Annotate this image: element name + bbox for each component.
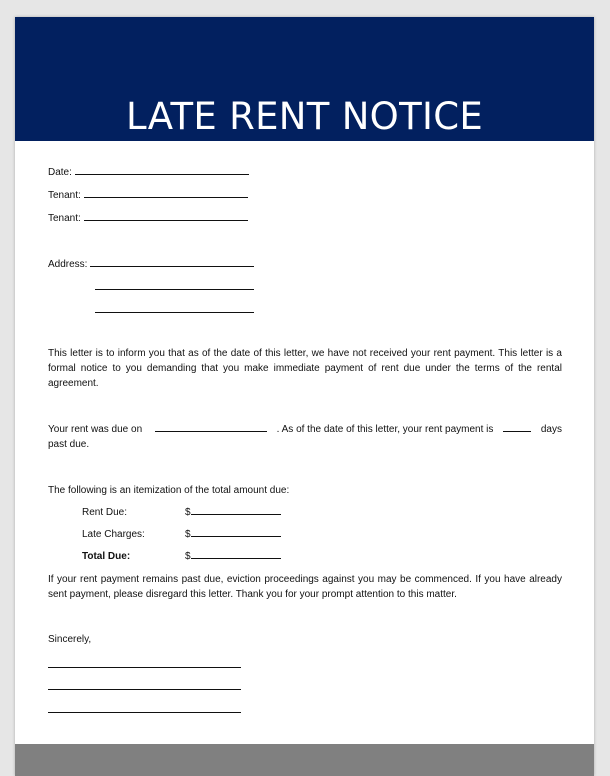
address-blank-2[interactable] <box>95 289 254 290</box>
tenant-field-2 <box>48 211 248 226</box>
date-label: Date: <box>48 167 72 178</box>
salutation: Sincerely, <box>48 634 92 645</box>
document-title: LATE RENT NOTICE <box>125 95 484 138</box>
date-blank[interactable] <box>75 165 249 175</box>
due-middle: . As of the date of this letter, your rent payment is <box>276 424 494 435</box>
address-blank-3[interactable] <box>95 312 254 313</box>
currency-symbol: $ <box>185 529 191 540</box>
date-field <box>48 165 249 180</box>
due-suffix: days <box>540 424 562 435</box>
itemization-intro: The following is an itemization of the total amount due: <box>48 485 290 496</box>
total-due-blank[interactable] <box>191 549 281 559</box>
late-charges-amount <box>185 527 281 542</box>
due-prefix: Your rent was due on <box>48 424 143 435</box>
address-field <box>48 257 254 272</box>
due-date-blank[interactable] <box>155 422 267 432</box>
tenant-blank-2[interactable] <box>84 211 248 221</box>
currency-symbol: $ <box>185 507 191 518</box>
address-label: Address: <box>48 259 88 270</box>
signature-line-2[interactable] <box>48 689 241 690</box>
total-due-label: Total Due: <box>82 551 131 562</box>
total-due-amount <box>185 549 281 564</box>
due-date-line <box>48 422 562 437</box>
signature-line-3[interactable] <box>48 712 241 713</box>
days-late-blank[interactable] <box>503 422 531 432</box>
tenant-field-1 <box>48 188 248 203</box>
notice-paragraph: This letter is to inform you that as of the date of this letter, we have not received your rent payment. This letter is a formal notice to you demanding that you make immediate payment of rent due under the terms of the rental agreement. <box>48 348 562 389</box>
late-charges-label: Late Charges: <box>82 529 145 540</box>
address-blank-1[interactable] <box>90 257 254 267</box>
rent-due-blank[interactable] <box>191 505 281 515</box>
tenant-blank-1[interactable] <box>84 188 248 198</box>
currency-symbol: $ <box>185 551 191 562</box>
tenant-label-1: Tenant: <box>48 190 81 201</box>
late-charges-blank[interactable] <box>191 527 281 537</box>
tenant-label-2: Tenant: <box>48 213 81 224</box>
due-line-2: past due. <box>48 439 90 450</box>
document-page <box>15 17 594 776</box>
footer-band <box>15 744 594 776</box>
closing-paragraph: If your rent payment remains past due, eviction proceedings against you may be commenced. If you have already sent payment, please disregard this letter. Thank you for your prompt attention to this matter. <box>48 574 562 600</box>
rent-due-label: Rent Due: <box>82 507 128 518</box>
signature-line-1[interactable] <box>48 667 241 668</box>
rent-due-amount <box>185 505 281 520</box>
